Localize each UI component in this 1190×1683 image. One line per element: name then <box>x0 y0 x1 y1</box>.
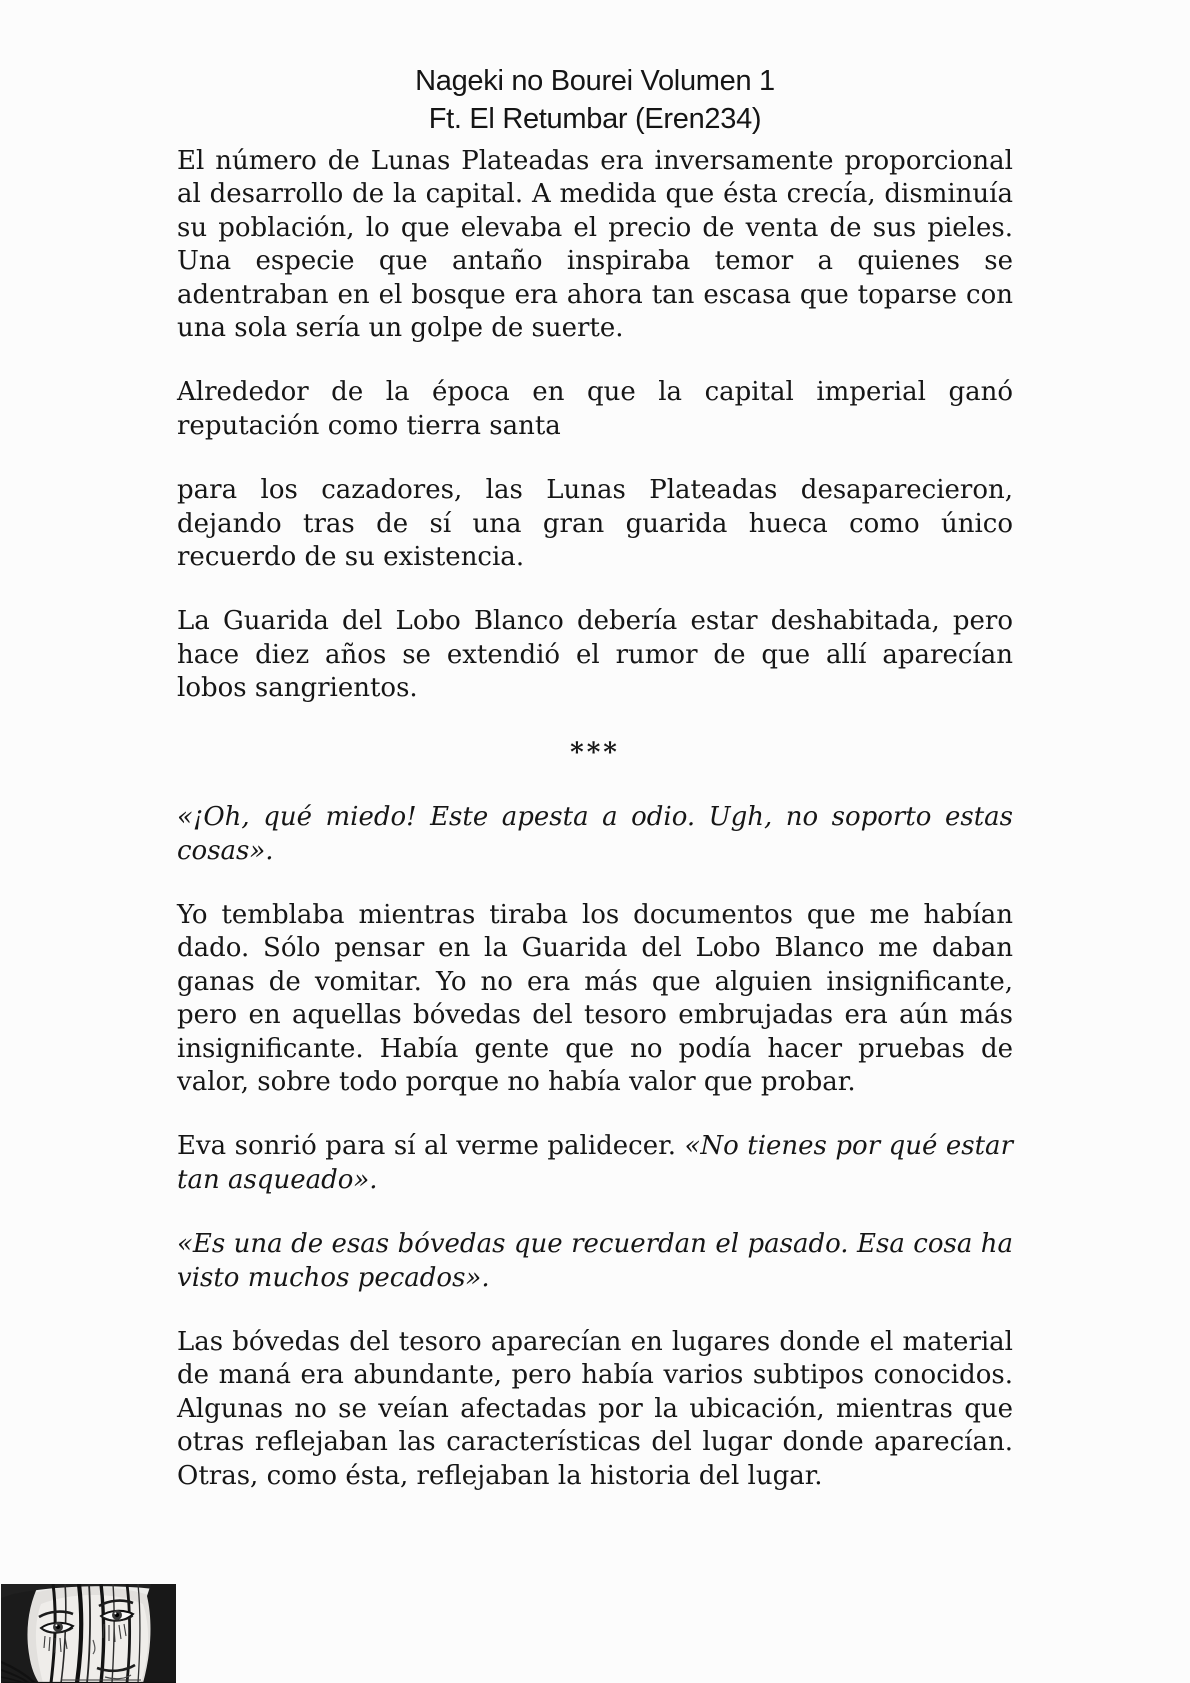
paragraph <box>177 1130 1013 1197</box>
title-line-1: Nageki no Bourei Volumen 1 <box>415 65 775 97</box>
paragraph <box>177 474 1013 574</box>
text-run: *** <box>570 737 620 768</box>
manga-face-image <box>1 1584 176 1683</box>
text-run: Alrededor de la época en que la capital imperial ganó reputación como tierra santa <box>177 377 1013 441</box>
text-run: «No tienes por qué estar tan asqueado». <box>177 1131 1013 1195</box>
text-run: «¡Oh, qué miedo! Este apesta a odio. Ugh, no soporto estas cosas». <box>177 802 1013 866</box>
text-run: La Guarida del Lobo Blanco debería estar deshabitada, pero hace diez años se extendió el rumor de que allí aparecían lobos sangrientos. <box>177 606 1013 704</box>
title-line-2: Ft. El Retumbar (Eren234) <box>428 103 762 135</box>
paragraph <box>177 376 1013 443</box>
text-run: Yo temblaba mientras tiraba los documentos que me habían dado. Sólo pensar en la Guarida del Lobo Blanco me daban ganas de vomitar. Yo no era más que alguien insignificante, pero en aquellas bóvedas del tesoro embrujadas era aún más insignificante. Había gente que no podía hacer pruebas de valor, sobre todo porque no había valor que probar. <box>177 899 1013 1097</box>
paragraph <box>177 1326 1013 1493</box>
text-run: Eva sonrió para sí al verme palidecer. <box>177 1131 685 1162</box>
document-body <box>177 145 1013 1493</box>
text-run: para los cazadores, las Lunas Plateadas desaparecieron, dejando tras de sí una gran guarida hueca como único recuerdo de su existencia. <box>177 475 1013 573</box>
text-run: El número de Lunas Plateadas era inversamente proporcional al desarrollo de la capital. A medida que ésta crecía, disminuía su población, lo que elevaba el precio de venta de sus pieles. Una especie que antaño inspiraba temor a quienes se adentraban en el bosque era ahora tan escasa que toparse con una sola sería un golpe de suerte. <box>177 146 1013 344</box>
document-header <box>0 0 1190 138</box>
paragraph <box>177 605 1013 705</box>
paragraph <box>177 801 1013 868</box>
text-run: Las bóvedas del tesoro aparecían en lugares donde el material de maná era abundante, pero había varios subtipos conocidos. Algunas no se veían afectadas por la ubicación, mientras que otras reflejaban las características del lugar donde aparecían. Otras, como ésta, reflejaban la historia del lugar. <box>177 1326 1013 1491</box>
paragraph <box>177 1228 1013 1295</box>
paragraph <box>177 737 1013 770</box>
paragraph <box>177 899 1013 1099</box>
text-run: «Es una de esas bóvedas que recuerdan el pasado. Esa cosa ha visto muchos pecados». <box>177 1229 1013 1293</box>
paragraph <box>177 145 1013 345</box>
